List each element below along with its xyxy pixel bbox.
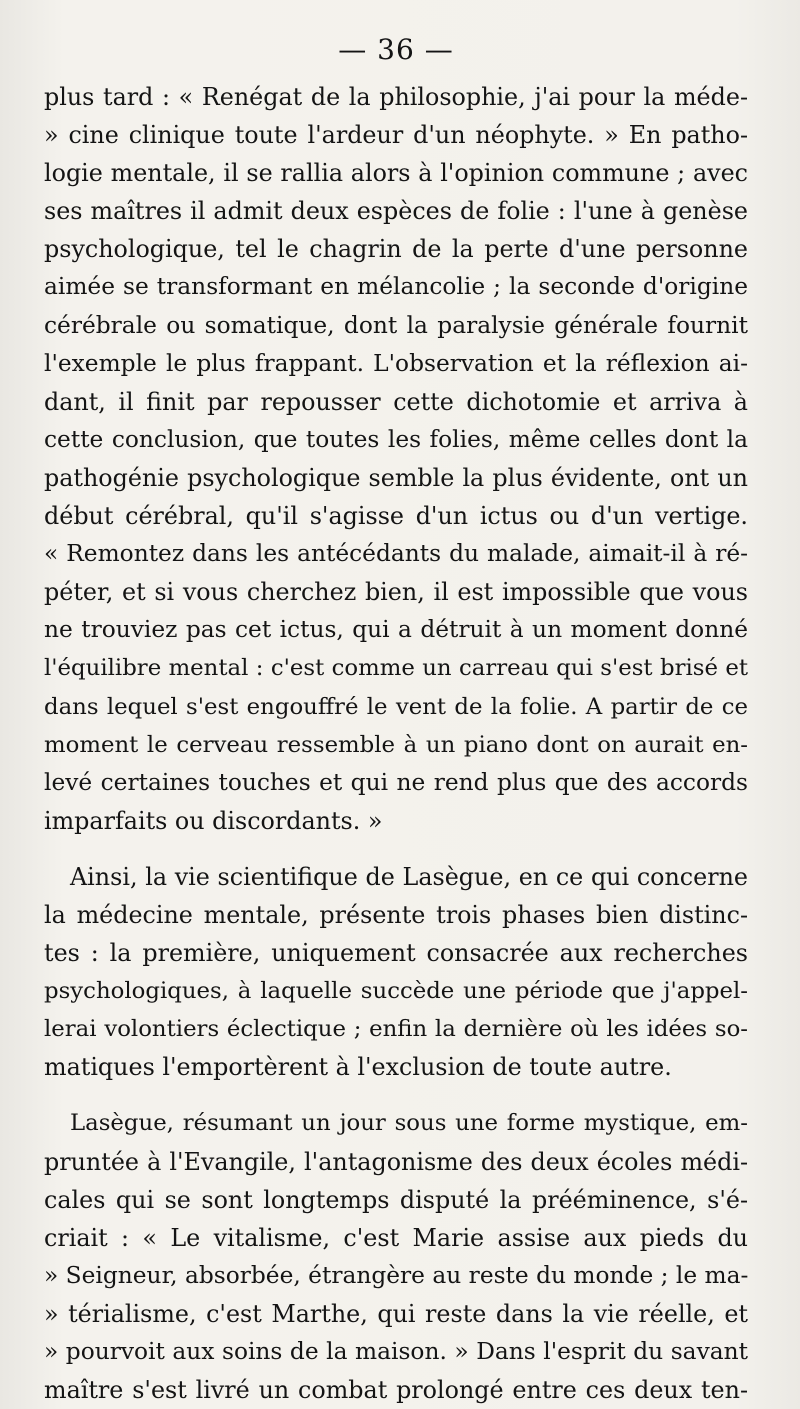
text-line: pathogénie psychologique semble la plus évidente, ont un [44,463,748,492]
text-line: l'équilibre mental : c'est comme un carreau qui s'est brisé et [44,655,748,682]
text-line: « Remontez dans les antécédants du malade, aimait-il à ré- [44,540,748,568]
text-line: plus tard : « Renégat de la philosophie, j'ai pour la méde- [44,83,748,111]
text-line: cette conclusion, que toutes les folies, même celles dont la [44,425,748,453]
text-line: » pourvoit aux soins de la maison. » Dans l'esprit du savant [44,1338,748,1365]
text-line: tes : la première, uniquement consacrée aux recherches [44,939,748,968]
text-line: psychologique, tel le chagrin de la perte d'une personne [44,235,748,264]
text-line: ne trouviez pas cet ictus, qui a détruit à un moment donné [44,616,748,644]
text-line: criait : « Le vitalisme, c'est Marie assise aux pieds du [44,1223,748,1252]
text-line: dant, il finit par repousser cette dichotomie et arriva à [44,387,748,416]
paragraph-1 [44,78,748,840]
text-line: ses maîtres il admit deux espèces de folie : l'une à genèse [44,197,748,226]
text-line: l'exemple le plus frappant. L'observation et la réflexion ai- [44,349,748,377]
text-line: péter, et si vous cherchez bien, il est impossible que vous [44,578,748,607]
text-line: la médecine mentale, présente trois phases bien distinc- [44,900,748,929]
text-line: lerai volontiers éclectique ; enfin la dernière où les idées so- [44,1016,748,1043]
text-line: pruntée à l'Evangile, l'antagonisme des deux écoles médi- [44,1147,748,1176]
text-line: logie mentale, il se rallia alors à l'opinion commune ; avec [44,159,748,188]
text-line: » cine clinique toute l'ardeur d'un néophyte. » En patho- [44,121,748,150]
page-number: — 36 — [338,33,454,66]
text-line: cales qui se sont longtemps disputé la prééminence, s'é- [44,1185,748,1214]
text-line: dans lequel s'est engouffré le vent de la folie. A partir de ce [44,693,748,720]
text-line: » térialisme, c'est Marthe, qui reste dans la vie réelle, et [44,1299,748,1328]
paragraph-3 [44,1104,748,1409]
text-line: aimée se transformant en mélancolie ; la seconde d'origine [44,273,748,301]
text-line: Lasègue, résumant un jour sous une forme mystique, em- [70,1110,748,1137]
text-line: cérébrale ou somatique, dont la paralysie générale fournit [44,311,748,339]
text-line: maître s'est livré un combat prolongé entre ces deux ten- [44,1376,748,1405]
paragraph-2 [44,858,748,1087]
text-line: psychologiques, à laquelle succède une période que j'appel- [44,978,748,1005]
text-line: moment le cerveau ressemble à un piano dont on aurait en- [44,731,748,758]
text-line: Ainsi, la vie scientifique de Lasègue, en ce qui concerne [70,862,748,891]
text-line: matiques l'emportèrent à l'exclusion de toute autre. [44,1053,672,1082]
text-line: début cérébral, qu'il s'agisse d'un ictus ou d'un vertige. [44,502,748,531]
text-line: imparfaits ou discordants. » [44,806,383,835]
text-line: » Seigneur, absorbée, étrangère au reste du monde ; le ma- [44,1261,749,1289]
text-line: levé certaines touches et qui ne rend plus que des accords [44,768,748,796]
